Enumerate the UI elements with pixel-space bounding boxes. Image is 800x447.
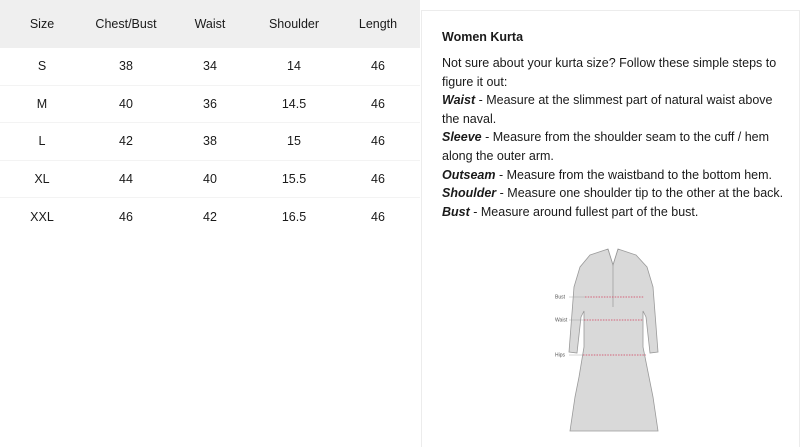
step-text: - Measure from the waistband to the bottom hem. — [495, 167, 773, 182]
cell-shoulder: 14.5 — [281, 97, 307, 112]
guide-step-bust — [442, 203, 787, 222]
measurement-guide — [442, 28, 787, 221]
kurta-silhouette — [569, 249, 658, 431]
cell-size: S — [37, 59, 47, 74]
cell-shoulder: 15 — [287, 134, 301, 149]
panel-divider — [421, 10, 422, 447]
step-text: - Measure around fullest part of the bust. — [469, 204, 699, 219]
table-header-row — [0, 0, 420, 48]
table-row — [0, 123, 420, 160]
cell-waist: 42 — [203, 209, 217, 224]
cell-waist: 36 — [203, 97, 217, 112]
step-text: - Measure from the shoulder seam to the cuff / hem along the outer arm. — [442, 130, 770, 163]
cell-length: 46 — [371, 171, 385, 186]
guide-title: Women Kurta — [442, 30, 524, 44]
cell-length: 46 — [371, 97, 385, 112]
cell-length: 46 — [371, 134, 385, 149]
guide-step-waist — [442, 91, 787, 128]
guide-step-outseam — [442, 166, 787, 185]
header-chest-bust: Chest/Bust — [95, 17, 157, 31]
cell-length: 46 — [371, 209, 385, 224]
cell-chest: 40 — [119, 97, 133, 112]
kurta-measurement-diagram — [550, 247, 670, 437]
table-row — [0, 198, 420, 235]
cell-shoulder: 14 — [287, 59, 301, 74]
step-text: - Measure at the slimmest part of natural waist above the naval. — [442, 93, 773, 126]
waist-label: Waist — [555, 317, 568, 324]
cell-waist: 38 — [203, 134, 217, 149]
step-term: Outseam — [442, 167, 496, 182]
kurta-illustration-icon — [550, 247, 670, 437]
table-row — [0, 48, 420, 85]
cell-waist: 40 — [203, 171, 217, 186]
cell-size: L — [38, 134, 46, 149]
cell-size: M — [36, 97, 48, 112]
cell-chest: 38 — [119, 59, 133, 74]
step-term: Bust — [442, 204, 470, 219]
cell-size: XXL — [30, 209, 54, 224]
cell-waist: 34 — [203, 59, 217, 74]
cell-length: 46 — [371, 59, 385, 74]
cell-shoulder: 16.5 — [281, 209, 307, 224]
guide-top-border — [421, 10, 800, 11]
table-row — [0, 160, 420, 197]
hips-label: Hips — [555, 352, 566, 359]
cell-chest: 44 — [119, 171, 133, 186]
size-table — [0, 0, 420, 235]
step-term: Waist — [442, 93, 476, 108]
step-term: Shoulder — [442, 186, 497, 201]
cell-shoulder: 15.5 — [281, 171, 307, 186]
header-shoulder: Shoulder — [268, 17, 320, 31]
guide-step-sleeve — [442, 128, 787, 165]
step-text: - Measure one shoulder tip to the other at the back. — [496, 186, 784, 201]
step-term: Sleeve — [442, 130, 482, 145]
guide-step-shoulder — [442, 184, 787, 203]
header-size: Size — [29, 17, 55, 31]
cell-chest: 46 — [119, 209, 133, 224]
cell-size: XL — [34, 171, 50, 186]
table-row — [0, 85, 420, 122]
header-length: Length — [358, 17, 398, 31]
bust-label: Bust — [555, 294, 566, 301]
guide-intro: Not sure about your kurta size? Follow these simple steps to figure it out: — [442, 56, 777, 89]
cell-chest: 42 — [119, 134, 133, 149]
header-waist: Waist — [194, 17, 226, 31]
